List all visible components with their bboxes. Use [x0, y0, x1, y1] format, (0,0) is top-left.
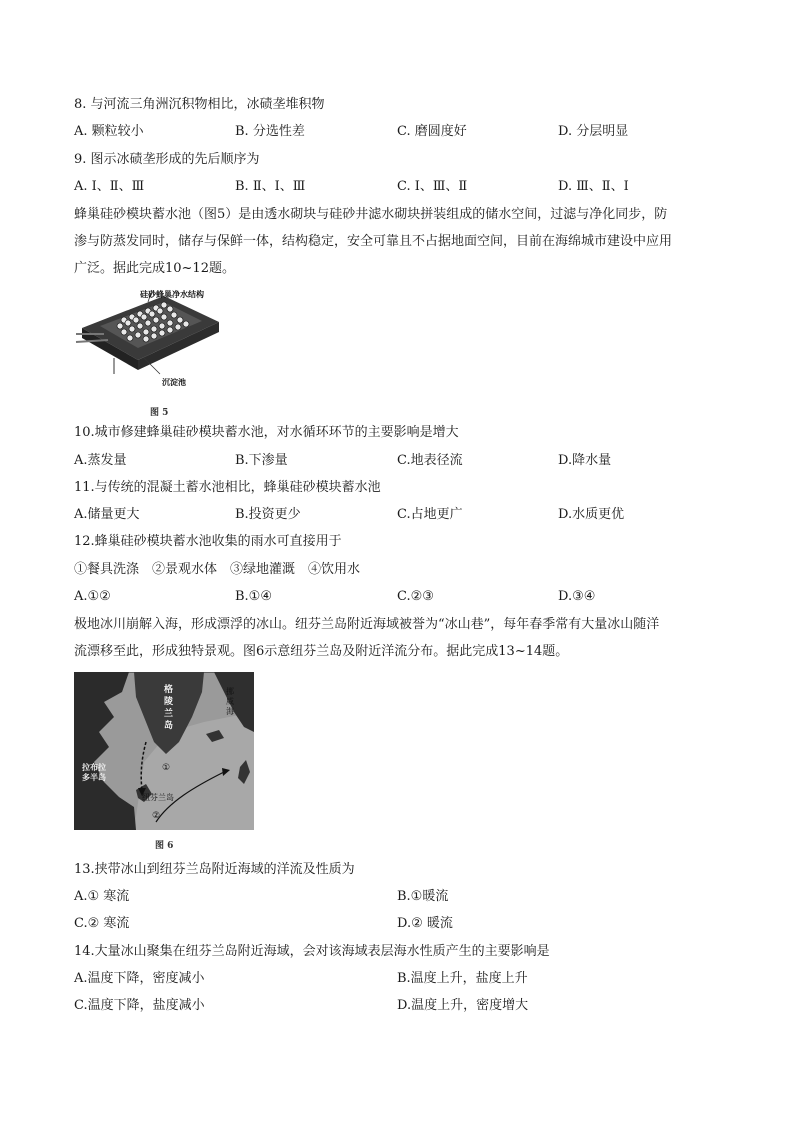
passage-line: 广泛。据此完成10~12题。 [74, 261, 235, 276]
q8-option-d: D. 分层明显 [558, 124, 629, 139]
q14-option-b: B.温度上升，盐度上升 [397, 971, 528, 986]
q14-option-a: A.温度下降，密度减小 [74, 971, 205, 986]
map-label-labrador-2: 多半岛 [82, 773, 106, 782]
q14-option-c: C.温度下降，盐度减小 [74, 998, 205, 1013]
map-label-greenland-1: 格 [164, 685, 174, 695]
q11-option-b: B.投资更少 [235, 507, 301, 522]
fig5-label-sediment-tank: 沉淀池 [162, 378, 186, 387]
q12-option-c: C.②③ [397, 589, 434, 604]
passage-line: 蜂巢硅砂模块蓄水池（图5）是由透水砌块与硅砂井滤水砌块拼装组成的储水空间，过滤与净化同步，防 [74, 207, 668, 222]
map-marker-1: ① [162, 763, 171, 773]
map-marker-2: ② [152, 811, 161, 821]
q13-option-a: A.① 寒流 [74, 889, 130, 904]
map-label-newfoundland: 纽芬兰岛 [142, 793, 174, 802]
passage-line: 流漂移至此，形成独特景观。图6示意纽芬兰岛及附近洋流分布。据此完成13~14题。 [74, 644, 569, 659]
passage-line: 渗与防蒸发同时，储存与保鲜一体，结构稳定，安全可靠且不占据地面空间，目前在海绵城市建设中应用 [74, 234, 673, 249]
q12-choices: ①餐具洗涤 ②景观水体 ③绿地灌溉 ④饮用水 [74, 562, 361, 577]
figure-6-map [74, 672, 254, 830]
question-12-stem: 12.蜂巢硅砂模块蓄水池收集的雨水可直接用于 [74, 534, 342, 549]
q10-option-b: B.下渗量 [235, 453, 288, 468]
passage-honeycomb [74, 201, 724, 282]
q8-option-a: A. 颗粒较小 [74, 124, 144, 139]
q12-option-d: D.③④ [558, 589, 596, 604]
q10-option-c: C.地表径流 [397, 453, 463, 468]
q14-option-d: D.温度上升，密度增大 [397, 998, 529, 1013]
question-9-stem: 9. 图示冰碛垄形成的先后顺序为 [74, 152, 260, 167]
question-8-stem: 8. 与河流三角洲沉积物相比，冰碛垄堆积物 [74, 97, 325, 112]
figure-5-caption: 图 5 [150, 408, 169, 418]
figure-5-honeycomb-pool [74, 288, 224, 388]
fig5-label-structure: 硅砂蜂巢净水结构 [140, 290, 204, 299]
q9-option-b: B. Ⅱ、Ⅰ、Ⅲ [235, 179, 306, 194]
q10-option-d: D.降水量 [558, 453, 612, 468]
question-13-stem: 13.挟带冰山到纽芬兰岛附近海域的洋流及性质为 [74, 862, 355, 877]
q12-option-b: B.①④ [235, 589, 272, 604]
map-label-norway-sea-2: 威 [226, 697, 234, 706]
passage-iceberg [74, 611, 724, 665]
question-11-stem: 11.与传统的混凝土蓄水池相比，蜂巢硅砂模块蓄水池 [74, 480, 381, 495]
map-label-greenland-3: 兰 [164, 709, 174, 719]
map-label-greenland-2: 陵 [164, 697, 174, 707]
map-label-norway-sea-1: 挪 [226, 687, 234, 696]
map-label-labrador-1: 拉布拉 [82, 763, 106, 772]
q9-option-c: C. Ⅰ、Ⅲ、Ⅱ [397, 179, 468, 194]
map-label-norway-sea-3: 海 [226, 707, 234, 716]
map-label-greenland-4: 岛 [164, 721, 174, 731]
q8-option-c: C. 磨圆度好 [397, 124, 467, 139]
q13-option-d: D.② 暖流 [397, 916, 453, 931]
q10-option-a: A.蒸发量 [74, 453, 127, 468]
q13-option-b: B.①暖流 [397, 889, 449, 904]
q13-option-c: C.② 寒流 [74, 916, 130, 931]
q11-option-d: D.水质更优 [558, 507, 625, 522]
q12-option-a: A.①② [74, 589, 111, 604]
q11-option-c: C.占地更广 [397, 507, 463, 522]
q9-option-a: A. Ⅰ、Ⅱ、Ⅲ [74, 179, 145, 194]
q8-option-b: B. 分选性差 [235, 124, 305, 139]
q9-option-d: D. Ⅲ、Ⅱ、Ⅰ [558, 179, 629, 194]
figure-6-caption: 图 6 [155, 841, 174, 851]
question-14-stem: 14.大量冰山聚集在纽芬兰岛附近海域，会对该海域表层海水性质产生的主要影响是 [74, 944, 550, 959]
passage-line: 极地冰川崩解入海，形成漂浮的冰山。纽芬兰岛附近海域被誉为“冰山巷”，每年春季常有大量冰山随洋 [74, 617, 660, 632]
q11-option-a: A.储量更大 [74, 507, 140, 522]
question-10-stem: 10.城市修建蜂巢硅砂模块蓄水池，对水循环环节的主要影响是增大 [74, 425, 459, 440]
